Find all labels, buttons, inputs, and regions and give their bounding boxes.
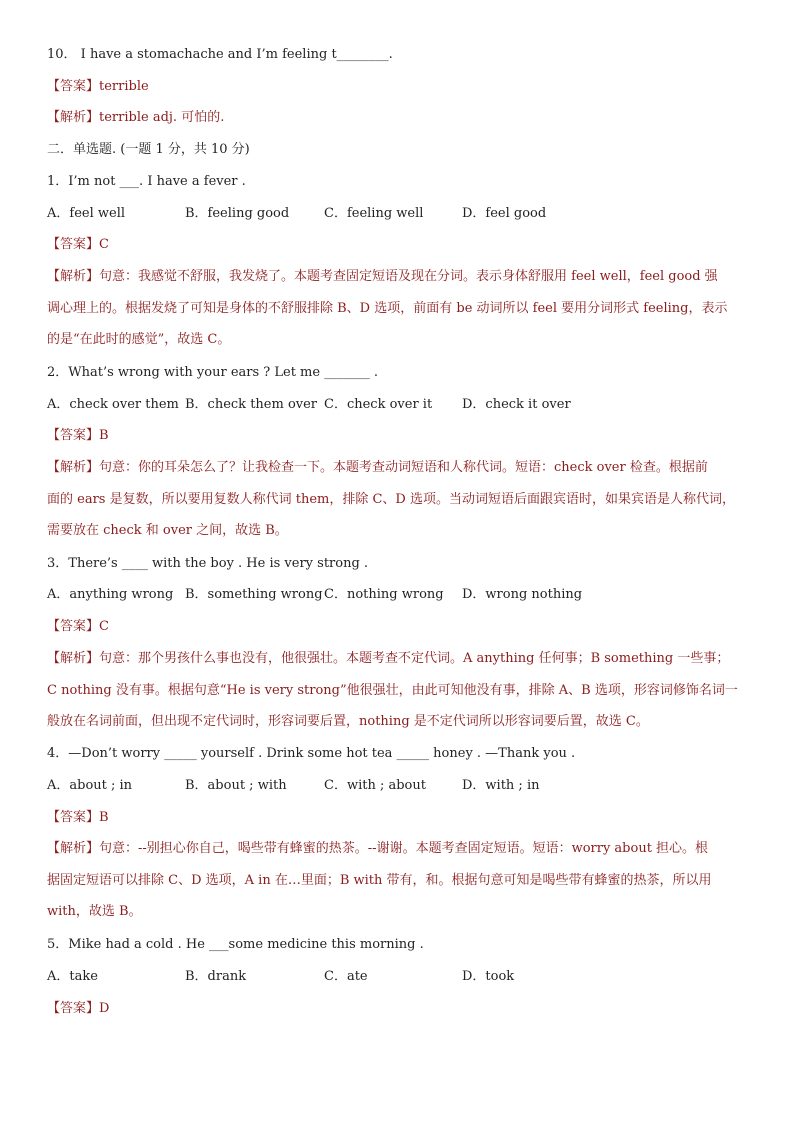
analysis-text: terrible adj. 可怕的. [99, 110, 225, 125]
answer-value: C [99, 619, 109, 634]
q10-answer [47, 79, 752, 95]
analysis-paragraph [47, 643, 752, 738]
analysis-paragraph [47, 261, 752, 356]
option-c: C．ate [324, 969, 368, 984]
analysis-line: 调心理上的。根据发烧了可知是身体的不舒服排除 B、D 选项，前面有 be 动词所以 feel 要用分词形式 feeling，表示 [47, 300, 728, 316]
answer-line [47, 619, 752, 635]
analysis-paragraph [47, 833, 752, 928]
answer-value: D [99, 1001, 110, 1016]
option-row [47, 206, 752, 222]
analysis-line: 【解析】句意：我感觉不舒服，我发烧了。本题考查固定短语及现在分词。表示身体舒服用 feel well，feel good 强 [47, 269, 718, 284]
answer-value: C [99, 237, 109, 252]
answer-label: 【答案】 [47, 237, 100, 252]
option-a: A．about ; in [47, 778, 133, 793]
option-c: C．feeling well [324, 206, 424, 221]
option-d: D．feel good [462, 206, 547, 221]
analysis-line: 据固定短语可以排除 C、D 选项，A in 在…里面；B with 带有，和。根据句意可知是喝些带有蜂蜜的热茶，所以用 [47, 872, 712, 888]
option-row [47, 778, 752, 794]
question-stem: 3．There’s ____ with the boy . He is very strong . [47, 556, 369, 571]
option-c: C．check over it [324, 397, 433, 412]
answer-line [47, 810, 752, 826]
question-stem: 2．What’s wrong with your ears ? Let me _______ . [47, 365, 378, 380]
option-a: A．anything wrong [47, 587, 174, 602]
option-b: B．something wrong [185, 587, 323, 602]
option-c: C．nothing wrong [324, 587, 444, 602]
answer-label: 【答案】 [47, 428, 100, 443]
answer-value: terrible [99, 79, 149, 94]
option-a: A．take [47, 969, 98, 984]
analysis-line: 面的 ears 是复数，所以要用复数人称代词 them，排除 C、D 选项。当动词短语后面跟宾语时，如果宾语是人称代词， [47, 491, 735, 507]
q10-stem: 10． I have a stomachache and I’m feeling t________. [47, 47, 393, 62]
option-d: D．took [462, 969, 515, 984]
option-d: D．wrong nothing [462, 587, 583, 602]
analysis-line: 【解析】句意：那个男孩什么事也没有，他很强壮。本题考查不定代词。A anything 任何事；B something 一些事； [47, 651, 730, 666]
analysis-line: C nothing 没有事。根据句意“He is very strong”他很强壮，由此可知他没有事，排除 A、B 选项，形容词修饰名词一 [47, 682, 738, 698]
analysis-line: 般放在名词前面，但出现不定代词时，形容词要后置，nothing 是不定代词所以形容词要后置，故选 C。 [47, 714, 649, 729]
analysis-line: 的是“在此时的感觉”，故选 C。 [47, 332, 231, 347]
question-stem: 1．I’m not ___. I have a fever . [47, 174, 246, 189]
answer-value: B [99, 428, 109, 443]
answer-label: 【答案】 [47, 810, 100, 825]
analysis-line: 【解析】句意：--别担心你自己，喝些带有蜂蜜的热茶。--谢谢。本题考查固定短语。短语：worry about 担心。根 [47, 841, 709, 856]
question-stem: 4．—Don’t worry _____ yourself . Drink some hot tea _____ honey . —Thank you . [47, 746, 576, 761]
option-b: B．about ; with [185, 778, 287, 793]
answer-label: 【答案】 [47, 1001, 100, 1016]
option-row [47, 969, 752, 985]
option-d: D．with ; in [462, 778, 540, 793]
question-stem: 5．Mike had a cold . He ___some medicine this morning . [47, 937, 424, 952]
analysis-label: 【解析】 [47, 110, 100, 125]
analysis-line: 需要放在 check 和 over 之间，故选 B。 [47, 523, 288, 538]
answer-line [47, 1001, 752, 1017]
analysis-line: 【解析】句意：你的耳朵怎么了？让我检查一下。本题考查动词短语和人称代词。短语：check over 检查。根据前 [47, 460, 708, 475]
analysis-paragraph [47, 452, 752, 547]
answer-line [47, 237, 752, 253]
answer-line [47, 428, 752, 444]
section-title: 二．单选题. (一题 1 分，共 10 分) [47, 142, 250, 157]
answer-label: 【答案】 [47, 79, 100, 94]
option-c: C．with ; about [324, 778, 426, 793]
option-a: A．check over them [47, 397, 179, 412]
answer-value: B [99, 810, 109, 825]
option-b: B．feeling good [185, 206, 290, 221]
option-a: A．feel well [47, 206, 126, 221]
option-row [47, 587, 752, 603]
option-row [47, 397, 752, 413]
option-b: B．drank [185, 969, 247, 984]
q10-analysis [47, 110, 752, 126]
answer-label: 【答案】 [47, 619, 100, 634]
analysis-line: with，故选 B。 [47, 904, 142, 919]
option-d: D．check it over [462, 397, 571, 412]
option-b: B．check them over [185, 397, 318, 412]
